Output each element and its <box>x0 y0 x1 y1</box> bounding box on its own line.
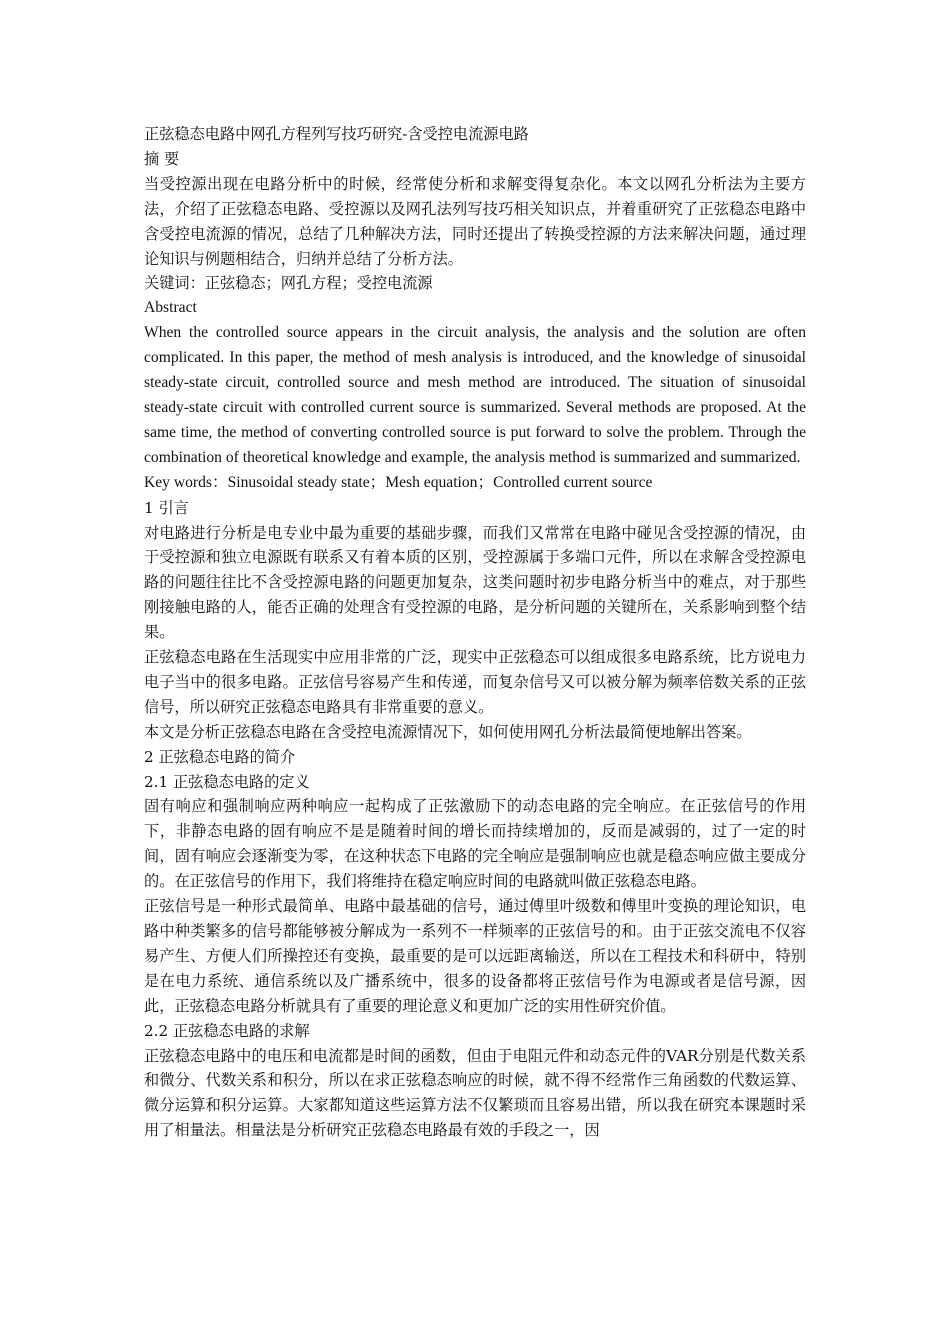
section-2-2-heading: 2.2 正弦稳态电路的求解 <box>144 1021 310 1040</box>
abstract-heading: 摘 要 <box>144 149 180 168</box>
section-2-1-paragraph-2: 正弦信号是一种形式最简单、电路中最基础的信号，通过傅里叶级数和傅里叶变换的理论知识，电路中种类繁多的信号都能够被分解成为一系列不一样频率的正弦信号的和。由于正弦交流电不仅容易产生、方便人们所操控还有变换，最重要的是可以远距离输送，所以在工程技术和科研中，特别是在电力系统、通信系统以及广播系统中，很多的设备都将正弦信号作为电源或者是信号源，因此，正弦稳态电路分析就具有了重要的理论意义和更加广泛的实用性研究价值。 <box>144 897 806 1015</box>
abstract-en-paragraph: When the controlled source appears in the circuit analysis, the analysis and the solution are often complicated. In this paper, the method of mesh analysis is introduced, and the knowledge of sinusoidal steady-state circuit, controlled source and mesh method are introduced. The situation of sinusoidal steady-state circuit with controlled current source is summarized. Several methods are proposed. At the same time, the method of converting controlled source is put forward to solve the problem. Through the combination of theoretical knowledge and example, the analysis method is summarized and summarized. <box>144 324 806 466</box>
document-page <box>144 122 806 1143</box>
section-1-paragraph-2: 正弦稳态电路在生活现实中应用非常的广泛，现实中正弦稳态可以组成很多电路系统，比方说电力电子当中的很多电路。正弦信号容易产生和传递，而复杂信号又可以被分解为频率倍数关系的正弦信号，所以研究正弦稳态电路具有非常重要的意义。 <box>144 648 806 716</box>
section-2-2-paragraph-1: 正弦稳态电路中的电压和电流都是时间的函数，但由于电阻元件和动态元件的VAR分别是代数关系和微分、代数关系和积分，所以在求正弦稳态响应的时候，就不得不经常作三角函数的代数运算、微分运算和积分运算。大家都知道这些运算方法不仅繁琐而且容易出错，所以我在研究本课题时采用了相量法。相量法是分析研究正弦稳态电路最有效的手段之一，因 <box>144 1046 806 1140</box>
section-1-paragraph-3: 本文是分析正弦稳态电路在含受控电流源情况下，如何使用网孔分析法最简便地解出答案。 <box>144 722 752 741</box>
section-1-paragraph-1: 对电路进行分析是电专业中最为重要的基础步骤，而我们又常常在电路中碰见含受控源的情况，由于受控源和独立电源既有联系又有着本质的区别，受控源属于多端口元件，所以在求解含受控源电路的问题往往比不含受控源电路的问题更加复杂，这类问题时初步电路分析当中的难点，对于那些刚接触电路的人，能否正确的处理含有受控源的电路，是分析问题的关键所在，关系影响到整个结果。 <box>144 523 806 642</box>
section-2-1-heading: 2.1 正弦稳态电路的定义 <box>144 772 310 791</box>
section-1-heading: 1 引言 <box>144 498 189 517</box>
keywords-cn: 关键词：正弦稳态；网孔方程；受控电流源 <box>144 274 433 293</box>
section-2-heading: 2 正弦稳态电路的简介 <box>144 747 296 766</box>
document-title: 正弦稳态电路中网孔方程列写技巧研究-含受控电流源电路 <box>144 125 529 143</box>
keywords-en: Key words：Sinusoidal steady state；Mesh equation；Controlled current source <box>144 473 653 491</box>
section-2-1-paragraph-1: 固有响应和强制响应两种响应一起构成了正弦激励下的动态电路的完全响应。在正弦信号的作用下，非静态电路的固有响应不是是随着时间的增长而持续增加的，反而是减弱的，过了一定的时间，固有响应会逐渐变为零，在这种状态下电路的完全响应是强制响应也就是稳态响应做主要成分的。在正弦信号的作用下，我们将维持在稳定响应时间的电路就叫做正弦稳态电路。 <box>144 797 806 891</box>
abstract-en-heading: Abstract <box>144 299 197 317</box>
abstract-cn-paragraph: 当受控源出现在电路分析中的时候，经常使分析和求解变得复杂化。本文以网孔分析法为主要方法，介绍了正弦稳态电路、受控源以及网孔法列写技巧相关知识点，并着重研究了正弦稳态电路中含受控电流源的情况，总结了几种解决方法，同时还提出了转换受控源的方法来解决问题，通过理论知识与例题相结合，归纳并总结了分析方法。 <box>144 174 806 268</box>
